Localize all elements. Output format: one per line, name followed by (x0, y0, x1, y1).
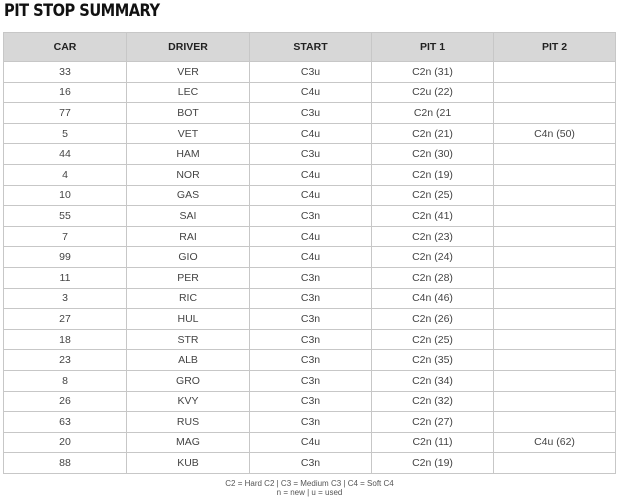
driver-cell: RIC (127, 288, 250, 309)
pit2-cell (494, 412, 616, 433)
pit2-cell (494, 288, 616, 309)
pit2-cell (494, 329, 616, 350)
pit2-cell (494, 62, 616, 83)
pit1-cell: C2n (25) (372, 329, 494, 350)
driver-cell: HAM (127, 144, 250, 165)
pit1-cell: C2n (19) (372, 453, 494, 474)
start-cell: C3n (250, 391, 372, 412)
pit1-cell: C2n (31) (372, 62, 494, 83)
usage-legend: n = new | u = used (276, 488, 343, 497)
pit2-cell (494, 103, 616, 124)
car-cell: 7 (4, 226, 127, 247)
pit1-cell: C2n (11) (372, 432, 494, 453)
column-header-car: CAR (4, 33, 127, 62)
table-row (4, 412, 616, 433)
pit2-cell (494, 247, 616, 268)
start-cell: C4u (250, 123, 372, 144)
car-cell: 23 (4, 350, 127, 371)
pit2-cell (494, 185, 616, 206)
start-cell: C4u (250, 164, 372, 185)
driver-cell: RAI (127, 226, 250, 247)
table-header-row (4, 33, 616, 62)
pit1-cell: C2n (27) (372, 412, 494, 433)
start-cell: C3n (250, 329, 372, 350)
car-cell: 33 (4, 62, 127, 83)
car-cell: 88 (4, 453, 127, 474)
start-cell: C3n (250, 350, 372, 371)
column-header-start: START (250, 33, 372, 62)
pit1-cell: C2n (35) (372, 350, 494, 371)
table-row (4, 309, 616, 330)
car-cell: 55 (4, 206, 127, 227)
car-cell: 63 (4, 412, 127, 433)
table-row (4, 185, 616, 206)
pit2-cell (494, 164, 616, 185)
car-cell: 11 (4, 267, 127, 288)
pit1-cell: C2n (21 (372, 103, 494, 124)
car-cell: 16 (4, 82, 127, 103)
pit2-cell (494, 453, 616, 474)
pit1-cell: C2u (22) (372, 82, 494, 103)
start-cell: C3n (250, 206, 372, 227)
compound-legend: C2 = Hard C2 | C3 = Medium C3 | C4 = Soft C4 (225, 479, 394, 488)
driver-cell: KVY (127, 391, 250, 412)
car-cell: 77 (4, 103, 127, 124)
start-cell: C4u (250, 226, 372, 247)
pit1-cell: C2n (26) (372, 309, 494, 330)
pit2-cell (494, 226, 616, 247)
pit1-cell: C2n (24) (372, 247, 494, 268)
driver-cell: GRO (127, 370, 250, 391)
pit1-cell: C2n (41) (372, 206, 494, 227)
driver-cell: BOT (127, 103, 250, 124)
car-cell: 10 (4, 185, 127, 206)
car-cell: 5 (4, 123, 127, 144)
start-cell: C4u (250, 185, 372, 206)
car-cell: 4 (4, 164, 127, 185)
driver-cell: ALB (127, 350, 250, 371)
driver-cell: KUB (127, 453, 250, 474)
pit1-cell: C2n (25) (372, 185, 494, 206)
driver-cell: GIO (127, 247, 250, 268)
driver-cell: NOR (127, 164, 250, 185)
driver-cell: GAS (127, 185, 250, 206)
driver-cell: PER (127, 267, 250, 288)
pit2-cell (494, 82, 616, 103)
car-cell: 20 (4, 432, 127, 453)
table-row (4, 247, 616, 268)
car-cell: 26 (4, 391, 127, 412)
driver-cell: SAI (127, 206, 250, 227)
column-header-driver: DRIVER (127, 33, 250, 62)
pit1-cell: C2n (19) (372, 164, 494, 185)
driver-cell: LEC (127, 82, 250, 103)
pit2-cell (494, 370, 616, 391)
driver-cell: VET (127, 123, 250, 144)
page-title: PIT STOP SUMMARY (4, 1, 160, 21)
pit1-cell: C2n (34) (372, 370, 494, 391)
table-row (4, 267, 616, 288)
pit1-cell: C2n (28) (372, 267, 494, 288)
start-cell: C3n (250, 412, 372, 433)
pit2-cell: C4n (50) (494, 123, 616, 144)
start-cell: C4u (250, 82, 372, 103)
pit2-cell (494, 391, 616, 412)
start-cell: C4u (250, 432, 372, 453)
table-row (4, 82, 616, 103)
column-header-pit1: PIT 1 (372, 33, 494, 62)
driver-cell: MAG (127, 432, 250, 453)
car-cell: 44 (4, 144, 127, 165)
table-row (4, 370, 616, 391)
table-row (4, 144, 616, 165)
table-row (4, 391, 616, 412)
table-row (4, 288, 616, 309)
car-cell: 27 (4, 309, 127, 330)
table-row (4, 123, 616, 144)
start-cell: C3n (250, 309, 372, 330)
start-cell: C3n (250, 453, 372, 474)
table-body (4, 62, 616, 474)
table-row (4, 206, 616, 227)
pit1-cell: C2n (21) (372, 123, 494, 144)
table-row (4, 350, 616, 371)
pit1-cell: C2n (32) (372, 391, 494, 412)
driver-cell: HUL (127, 309, 250, 330)
start-cell: C3u (250, 62, 372, 83)
pit2-cell: C4u (62) (494, 432, 616, 453)
pit2-cell (494, 350, 616, 371)
pit2-cell (494, 267, 616, 288)
driver-cell: RUS (127, 412, 250, 433)
table-row (4, 103, 616, 124)
pit1-cell: C2n (23) (372, 226, 494, 247)
pit2-cell (494, 144, 616, 165)
car-cell: 99 (4, 247, 127, 268)
driver-cell: VER (127, 62, 250, 83)
pit-stop-table (3, 32, 616, 474)
start-cell: C3n (250, 288, 372, 309)
start-cell: C3n (250, 370, 372, 391)
driver-cell: STR (127, 329, 250, 350)
table-row (4, 226, 616, 247)
start-cell: C3n (250, 267, 372, 288)
pit1-cell: C4n (46) (372, 288, 494, 309)
start-cell: C3u (250, 103, 372, 124)
column-header-pit2: PIT 2 (494, 33, 616, 62)
pit2-cell (494, 309, 616, 330)
car-cell: 8 (4, 370, 127, 391)
table-row (4, 62, 616, 83)
table-row (4, 453, 616, 474)
car-cell: 18 (4, 329, 127, 350)
start-cell: C4u (250, 247, 372, 268)
pit1-cell: C2n (30) (372, 144, 494, 165)
table-row (4, 329, 616, 350)
car-cell: 3 (4, 288, 127, 309)
start-cell: C3u (250, 144, 372, 165)
table-row (4, 432, 616, 453)
pit2-cell (494, 206, 616, 227)
table-row (4, 164, 616, 185)
